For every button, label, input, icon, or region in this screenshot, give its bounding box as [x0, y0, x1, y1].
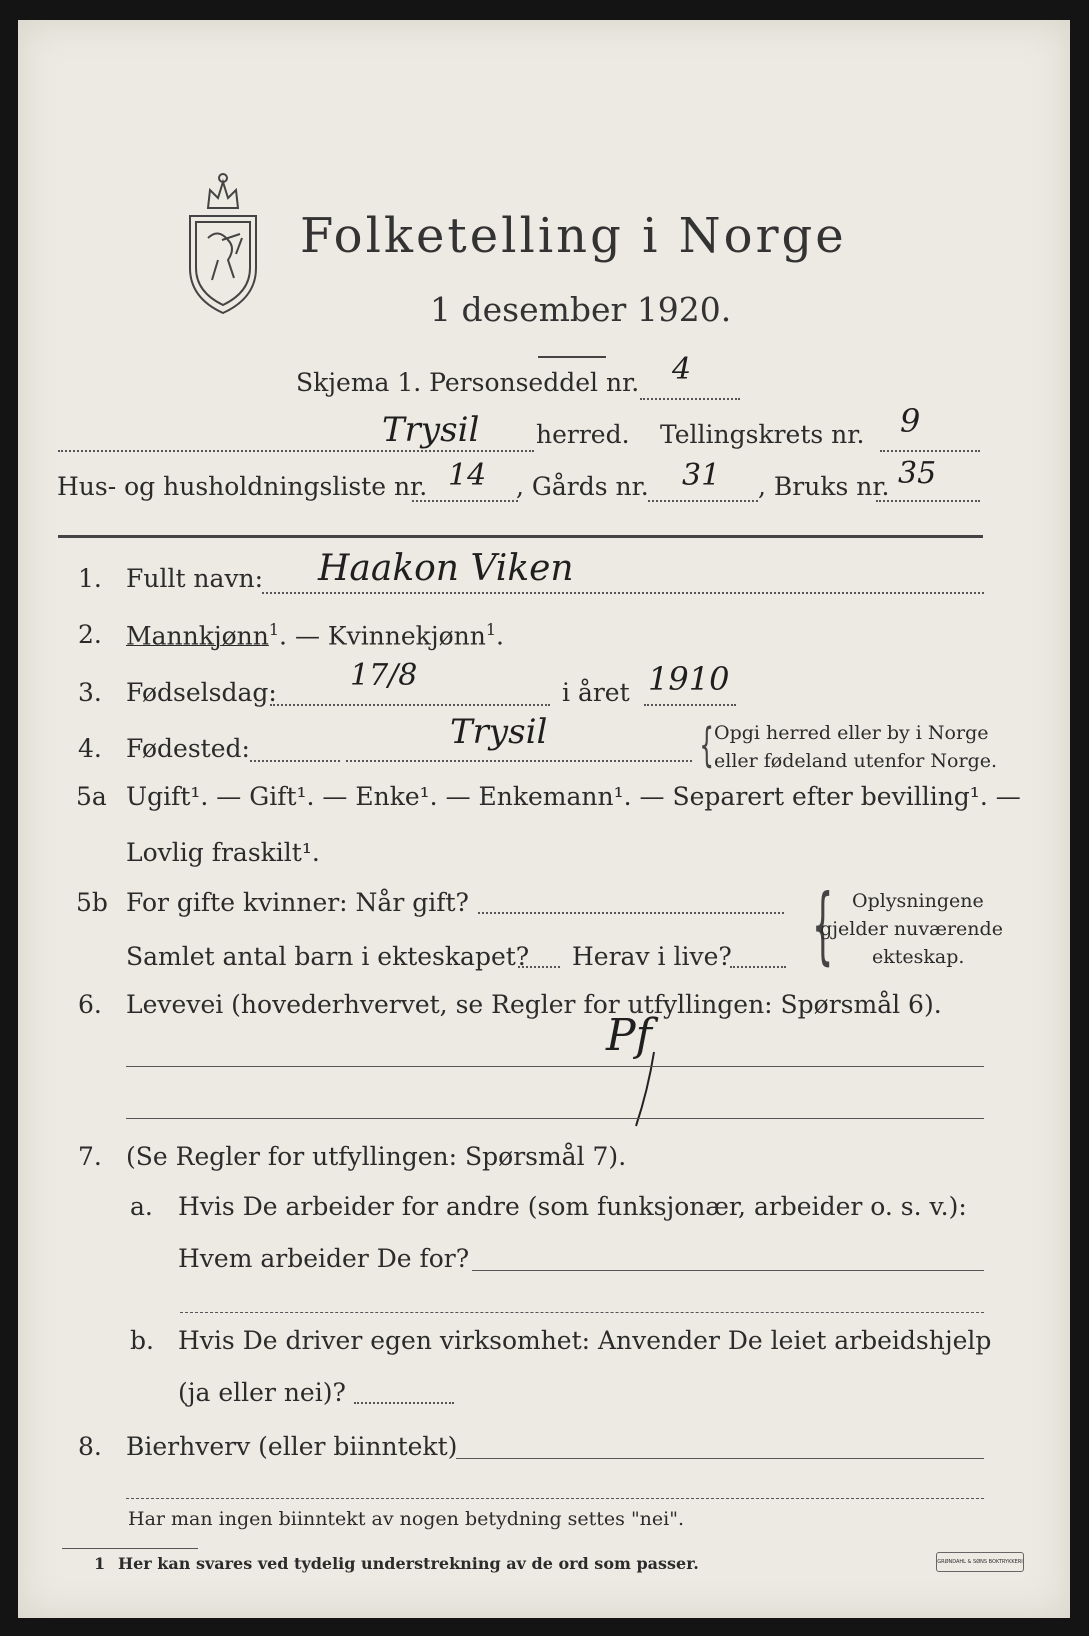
q6-number: 6.	[78, 990, 102, 1019]
husholdningsliste-field	[412, 500, 518, 502]
birth-place[interactable]: Trysil	[450, 712, 548, 752]
title-divider	[538, 356, 606, 358]
q4-number: 4.	[78, 734, 102, 763]
herred-value[interactable]: Trysil	[382, 410, 480, 450]
personseddel-field	[640, 398, 740, 400]
q5b-note-line3: ekteskap.	[872, 946, 965, 968]
q7b-line1: Hvis De driver egen virksomhet: Anvender De leiet arbeidshjelp	[178, 1326, 992, 1355]
husholdningsliste-label: Hus- og husholdningsliste nr.	[57, 472, 428, 501]
footnote-rule	[62, 1548, 198, 1549]
q7-number: 7.	[78, 1142, 102, 1171]
birth-date[interactable]: 17/8	[350, 658, 418, 693]
herred-field	[58, 450, 534, 452]
herred-label: herred.	[536, 420, 630, 449]
q7b-letter: b.	[130, 1326, 154, 1355]
q7b-line2: (ja eller nei)?	[178, 1378, 346, 1407]
side-income-field[interactable]	[456, 1458, 984, 1459]
printer-stamp: GRØNDAHL & SØNS BOKTRYKKERI	[936, 1552, 1024, 1572]
gards-field	[648, 500, 758, 502]
norway-coat-of-arms-icon	[178, 168, 268, 318]
occupation-line-2[interactable]	[126, 1118, 984, 1119]
birth-date-field	[270, 704, 550, 706]
q8-note: Har man ingen biinntekt av nogen betydning settes "nei".	[128, 1508, 685, 1530]
q2-separator: . —	[279, 621, 328, 651]
q4-note-line1: Opgi herred eller by i Norge	[714, 722, 989, 744]
children-alive-field[interactable]	[730, 966, 786, 968]
tellingskrets-label: Tellingskrets nr.	[660, 420, 865, 449]
q2-footnote-mark-1: 1	[268, 620, 280, 639]
birth-year-field	[644, 704, 736, 706]
mannkjonn-option[interactable]: Mannkjønn	[126, 621, 269, 651]
q5b-children-label: Samlet antal barn i ekteskapet?	[126, 942, 530, 971]
census-date: 1 desember 1920.	[430, 290, 732, 329]
employer-field[interactable]	[472, 1270, 984, 1271]
q1-number: 1.	[78, 564, 102, 593]
q7a-line1: Hvis De arbeider for andre (som funksjonær, arbeider o. s. v.):	[178, 1192, 967, 1221]
q3-number: 3.	[78, 678, 102, 707]
employer-field-2[interactable]	[180, 1312, 984, 1313]
tellingskrets-nr[interactable]: 9	[900, 402, 921, 440]
bruks-label: , Bruks nr.	[758, 472, 890, 501]
husholdningsliste-nr[interactable]: 14	[448, 458, 487, 493]
married-when-field[interactable]	[478, 912, 784, 914]
gards-nr[interactable]: 31	[682, 458, 721, 493]
personseddel-nr[interactable]: 4	[672, 352, 692, 387]
q5b-alive-label: Herav i live?	[572, 942, 732, 971]
q4-label: Fødested:	[126, 734, 250, 763]
hired-help-field[interactable]	[354, 1402, 454, 1404]
occupation-line-1[interactable]	[126, 1066, 984, 1067]
birth-place-field-b	[346, 760, 692, 762]
q5a-number: 5a	[76, 782, 107, 811]
marital-status-divorced[interactable]: Lovlig fraskilt¹.	[126, 838, 320, 867]
q4-note-line2: eller fødeland utenfor Norge.	[714, 750, 998, 772]
marital-status-options[interactable]: Ugift¹. — Gift¹. — Enke¹. — Enkemann¹. — Separert efter bevilling¹. —	[126, 782, 1021, 811]
birth-place-field-a	[250, 760, 340, 762]
q5b-note-line2: gjelder nuværende	[820, 918, 1003, 940]
full-name[interactable]: Haakon Viken	[318, 548, 574, 589]
q2-footnote-mark-2: 1	[485, 620, 497, 639]
q5b-note-line1: Oplysningene	[852, 890, 984, 912]
birth-year[interactable]: 1910	[648, 660, 730, 698]
occupation-value[interactable]: Pf	[606, 1010, 652, 1061]
children-total-field[interactable]	[518, 966, 560, 968]
q7-label: (Se Regler for utfyllingen: Spørsmål 7).	[126, 1142, 627, 1171]
footnote-mark: 1	[94, 1554, 106, 1573]
q5b-brace: {	[812, 876, 834, 974]
kvinnekjonn-option[interactable]: Kvinnekjønn	[327, 621, 486, 651]
form-title: Folketelling i Norge	[300, 208, 847, 264]
full-name-field	[262, 592, 984, 594]
q2-gender	[126, 620, 504, 650]
gards-label: , Gårds nr.	[516, 472, 649, 501]
footnote-text: Her kan svares ved tydelig understrekning av de ord som passer.	[118, 1554, 699, 1573]
q8-label: Bierhverv (eller biinntekt)	[126, 1432, 458, 1461]
q2-end: .	[496, 621, 504, 651]
personseddel-label: Skjema 1. Personseddel nr.	[296, 368, 640, 397]
q3-label: Fødselsdag:	[126, 678, 277, 707]
bruks-nr[interactable]: 35	[898, 456, 937, 491]
q1-label: Fullt navn:	[126, 564, 264, 593]
q2-number: 2.	[78, 620, 102, 649]
q6-label: Levevei (hovederhvervet, se Regler for utfyllingen: Spørsmål 6).	[126, 990, 942, 1019]
year-label: i året	[562, 678, 630, 707]
side-income-field-2[interactable]	[126, 1498, 984, 1499]
bruks-field	[876, 500, 980, 502]
tellingskrets-field	[880, 450, 980, 452]
q4-brace: {	[699, 718, 714, 772]
q8-number: 8.	[78, 1432, 102, 1461]
q7a-letter: a.	[130, 1192, 153, 1221]
q5b-number: 5b	[76, 888, 108, 917]
header-divider	[58, 535, 983, 538]
q5b-married-when-label: For gifte kvinner: Når gift?	[126, 888, 469, 917]
q7a-line2: Hvem arbeider De for?	[178, 1244, 470, 1273]
